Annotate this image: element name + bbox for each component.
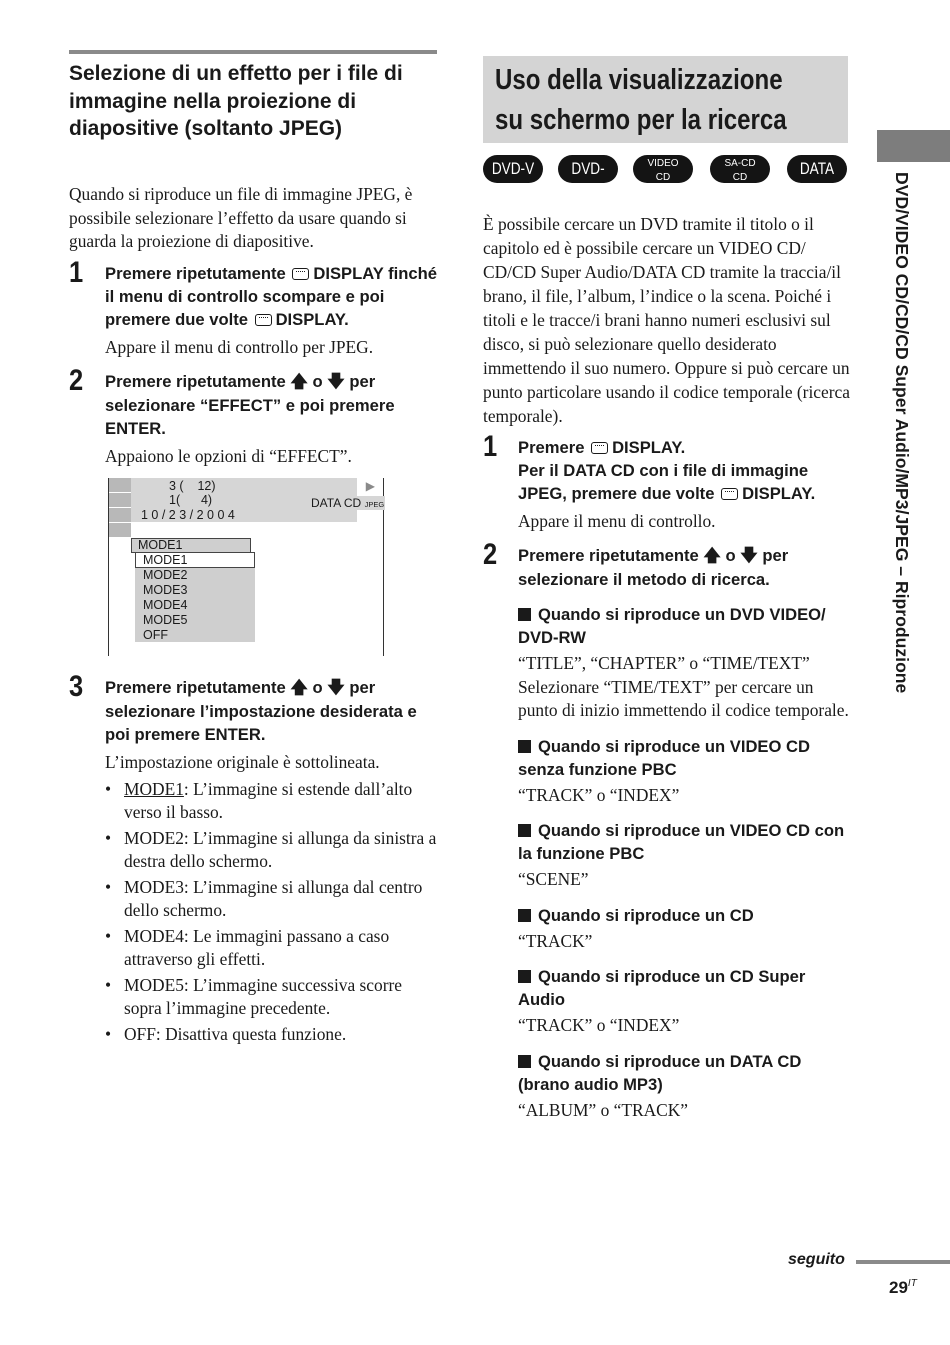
case-heading: Quando si riproduce un VIDEO CD senza funzione PBC <box>518 736 810 779</box>
bullet-square-icon <box>518 740 531 753</box>
intro-paragraph-effect: Quando si riproduce un file di immagine JPEG, è possibile selezionare l’effetto da usare quando si guarda la proiezione di diapositive. <box>69 184 413 251</box>
effect-option: MODE5 <box>143 613 188 627</box>
chapter-tab-marker <box>877 130 950 162</box>
down-arrow-icon: 🡇 <box>327 372 345 392</box>
step-number: 1 <box>483 430 498 463</box>
dvd-video-badge-icon: DVD-V <box>483 155 543 183</box>
display-button-icon <box>721 488 738 500</box>
section-rule <box>69 50 437 54</box>
up-arrow-icon: 🡅 <box>290 678 308 698</box>
case-options: “TRACK” o “INDEX” <box>518 1015 680 1035</box>
disc-case-sacd <box>518 965 853 1038</box>
menu-icon-slot <box>109 478 131 493</box>
display-button-icon <box>255 314 272 326</box>
play-icon: ▶ <box>365 479 375 493</box>
step-instruction: Premere ripetutamente 🡅 o 🡇 per selezionare l’impostazione desiderata e poi premere ENTER. <box>105 678 417 744</box>
intro-paragraph-search: È possibile cercare un DVD tramite il titolo o il capitolo ed è possibile cercare un VIDEO CD/ CD/CD Super Audio/DATA CD tramite la traccia/il brano, il file, l’album, l’indice o la scena. Poiché i titoli e le tracce/i brani hanno numeri esclusivi sul disco, si può selezionare quello desiderato immettendo il suo numero. Oppure si può cercare un punto particolare usando il codice temporale (ricerca temporale). <box>483 214 850 426</box>
effect-selected-value: MODE1 <box>131 538 251 553</box>
list-item: • MODE4: Le immagini passano a caso attraverso gli effetti. <box>105 925 439 972</box>
down-arrow-icon: 🡇 <box>327 678 345 698</box>
menu-icon-slot <box>109 493 131 508</box>
step-instruction: Premere ripetutamente 🡅 o 🡇 per selezionare “EFFECT” e poi premere ENTER. <box>105 372 395 438</box>
menu-icon-slot <box>109 523 131 538</box>
page-number: $29^{IT}$ <box>889 1278 917 1297</box>
up-arrow-icon: 🡅 <box>290 372 308 392</box>
list-item: • OFF: Disattiva questa funzione. <box>105 1023 439 1047</box>
disc-case-cd <box>518 904 853 954</box>
step-result: Appare il menu di controllo per JPEG. <box>105 337 374 357</box>
bullet-square-icon <box>518 970 531 983</box>
step-1-effect <box>69 256 439 360</box>
display-button-icon <box>292 268 309 280</box>
down-arrow-icon: 🡇 <box>740 546 758 566</box>
section-title-effect: Selezione di un effetto per i file di immagine nella proiezione di diapositive (soltanto JPEG) <box>69 62 403 140</box>
step-2-search <box>483 538 853 1122</box>
case-options: “TITLE”, “CHAPTER” o “TIME/TEXT” <box>518 653 810 673</box>
step-result: Appaiono le opzioni di “EFFECT”. <box>105 446 352 466</box>
disc-case-data-cd <box>518 1050 853 1123</box>
date-readout: 1 0 / 2 3 / 2 0 0 4 <box>141 508 235 522</box>
chapter-side-label: DVD/VIDEO CD/CD/CD Super Audio/MP3/JPEG – Riproduzione <box>892 172 912 694</box>
case-options: “TRACK” o “INDEX” <box>518 784 680 805</box>
case-options: “TRACK” <box>518 930 593 951</box>
display-button-icon <box>591 442 608 454</box>
bullet-square-icon <box>518 824 531 837</box>
effect-option-highlighted: MODE1 <box>135 552 255 568</box>
case-heading: Quando si riproduce un DATA CD (brano audio MP3) <box>518 1051 802 1094</box>
case-note: Selezionare “TIME/TEXT” per cercare un punto di inizio immettendo il codice temporale. <box>518 676 849 720</box>
section-title-search: Uso della visualizzazione su schermo per la ricerca <box>495 64 787 136</box>
continued-rule <box>856 1260 950 1264</box>
case-heading: Quando si riproduce un DVD VIDEO/ DVD-RW <box>518 605 826 647</box>
data-cd-badge-icon: DATA CD <box>787 155 847 183</box>
step-2-effect <box>69 364 439 469</box>
case-heading: Quando si riproduce un VIDEO CD con la funzione PBC <box>518 821 845 863</box>
video-cd-badge-icon: VIDEO CD <box>633 155 693 183</box>
effect-modes-list <box>105 778 439 1047</box>
step-1-search <box>483 430 853 534</box>
up-arrow-icon: 🡅 <box>703 546 721 566</box>
step-number: 3 <box>69 670 84 703</box>
step-number: 2 <box>483 538 498 571</box>
effect-option: MODE2 <box>143 568 188 582</box>
continued-label: seguito <box>788 1251 845 1268</box>
list-item: • MODE1: L’immagine si estende dall’alto verso il basso. <box>105 778 439 825</box>
step-result: Appare il menu di controllo. <box>518 511 716 531</box>
track-counter: 1( 4) <box>169 493 213 507</box>
list-item: • MODE3: L’immagine si allunga dal centro dello schermo. <box>105 876 439 923</box>
step-3-effect <box>69 670 439 1046</box>
title-counter: 3 ( 12) <box>169 479 216 493</box>
bullet-square-icon <box>518 608 531 621</box>
list-item: • MODE2: L’immagine si allunga da sinistra a destra dello schermo. <box>105 827 439 874</box>
bullet-square-icon <box>518 1055 531 1068</box>
menu-icon-slot <box>109 508 131 523</box>
effect-options-list <box>135 552 255 642</box>
step-result: L’impostazione originale è sottolineata. <box>105 752 380 772</box>
effect-option: OFF <box>143 628 168 642</box>
effect-option: MODE3 <box>143 583 188 597</box>
step-instruction: Premere DISPLAY. Per il DATA CD con i file di immagine JPEG, premere due volte DISPLAY. <box>518 438 816 503</box>
step-instruction: Premere ripetutamente DISPLAY finché il menu di controllo scompare e poi premere due volte DISPLAY. <box>105 264 437 329</box>
sacd-cd-badge-icon: SA-CD CD <box>710 155 770 183</box>
media-type-label: DATA CD JPEG <box>311 496 385 510</box>
control-menu-screen <box>108 478 384 656</box>
case-options: “SCENE” <box>518 869 589 889</box>
step-number: 1 <box>69 256 84 289</box>
effect-option: MODE4 <box>143 598 188 612</box>
case-options: “ALBUM” o “TRACK” <box>518 1099 689 1120</box>
step-number: 2 <box>69 364 84 397</box>
disc-case-vcd-pbc <box>518 819 853 892</box>
disc-case-dvd <box>518 603 853 723</box>
case-heading: Quando si riproduce un CD <box>518 904 853 927</box>
bullet-square-icon <box>518 909 531 922</box>
step-instruction: Premere ripetutamente 🡅 o 🡇 per selezionare il metodo di ricerca. <box>518 546 789 589</box>
list-item: • MODE5: L’immagine successiva scorre sopra l’immagine precedente. <box>105 974 439 1021</box>
case-heading: Quando si riproduce un CD Super Audio <box>518 967 806 1009</box>
disc-case-vcd-no-pbc <box>518 735 853 808</box>
dvd-rw-badge-icon: DVD-RW <box>558 155 618 183</box>
